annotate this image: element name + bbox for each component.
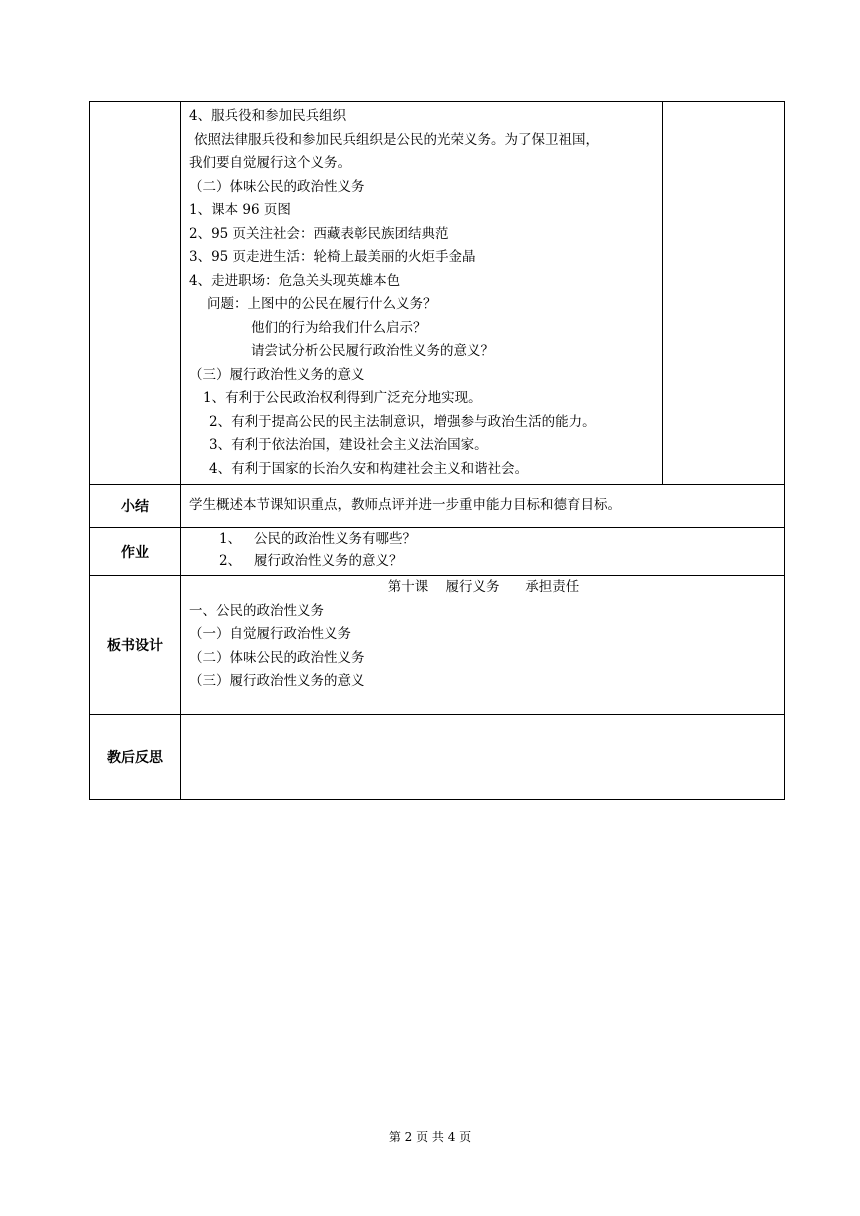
page-footer: 第 2 页 共 4 页 <box>388 1130 472 1144</box>
content-cell <box>181 102 663 485</box>
board-label: 板书设计 <box>90 576 181 715</box>
reflection-row <box>90 715 785 800</box>
content-notes-cell <box>663 102 785 485</box>
content-line: 2、有利于提高公民的民主法制意识，增强参与政治生活的能力。 <box>209 413 596 430</box>
content-line: 1、课本 96 页图 <box>189 202 291 218</box>
board-line: 一、公民的政治性义务 <box>189 602 324 619</box>
content-line: 4、有利于国家的长治久安和构建社会主义和谐社会。 <box>209 460 529 477</box>
board-line: （三）履行政治性义务的意义 <box>189 673 365 689</box>
content-lines <box>181 102 662 484</box>
board-cell <box>181 576 785 715</box>
summary-label: 小结 <box>90 485 181 528</box>
summary-text: 学生概述本节课知识重点，教师点评并进一步重申能力目标和德育目标。 <box>189 497 621 514</box>
homework-cell <box>181 528 785 576</box>
content-line: 他们的行为给我们什么启示？ <box>251 319 427 336</box>
reflection-cell <box>181 715 785 800</box>
content-line: 2、95 页关注社会：西藏表彰民族团结典范 <box>189 225 449 242</box>
summary-cell <box>181 485 785 528</box>
homework-row <box>90 528 785 576</box>
content-line: （二）体味公民的政治性义务 <box>189 178 365 195</box>
board-line: （二）体味公民的政治性义务 <box>189 649 365 666</box>
reflection-label: 教后反思 <box>90 715 181 800</box>
summary-row <box>90 485 785 528</box>
content-line: 4、走进职场：危急关头现英雄本色 <box>189 272 401 289</box>
content-line: 问题：上图中的公民在履行什么义务？ <box>207 296 437 312</box>
content-line: 4、服兵役和参加民兵组织 <box>189 108 347 124</box>
content-line: 3、95 页走进生活：轮椅上最美丽的火炬手金晶 <box>189 249 476 265</box>
content-line: 3、有利于依法治国，建设社会主义法治国家。 <box>209 437 488 453</box>
content-label-cell <box>90 102 181 485</box>
content-line: 1、有利于公民政治权利得到广泛充分地实现。 <box>203 390 482 406</box>
content-line: （三）履行政治性义务的意义 <box>189 366 365 383</box>
reflection-text <box>181 715 784 721</box>
homework-label: 作业 <box>90 528 181 576</box>
content-line: 请尝试分析公民履行政治性义务的意义？ <box>251 343 494 359</box>
content-row <box>90 102 785 485</box>
content-line: 依照法律服兵役和参加民兵组织是公民的光荣义务。为了保卫祖国， <box>194 131 599 148</box>
lesson-plan-table <box>89 101 785 800</box>
board-row <box>90 576 785 715</box>
homework-item: 1、 公民的政治性义务有哪些？ <box>219 531 416 547</box>
board-title: 第十课 履行义务 承担责任 <box>387 579 580 595</box>
content-line: 我们要自觉履行这个义务。 <box>189 155 351 171</box>
board-line: （一）自觉履行政治性义务 <box>189 626 351 642</box>
homework-item: 2、 履行政治性义务的意义？ <box>219 553 403 569</box>
